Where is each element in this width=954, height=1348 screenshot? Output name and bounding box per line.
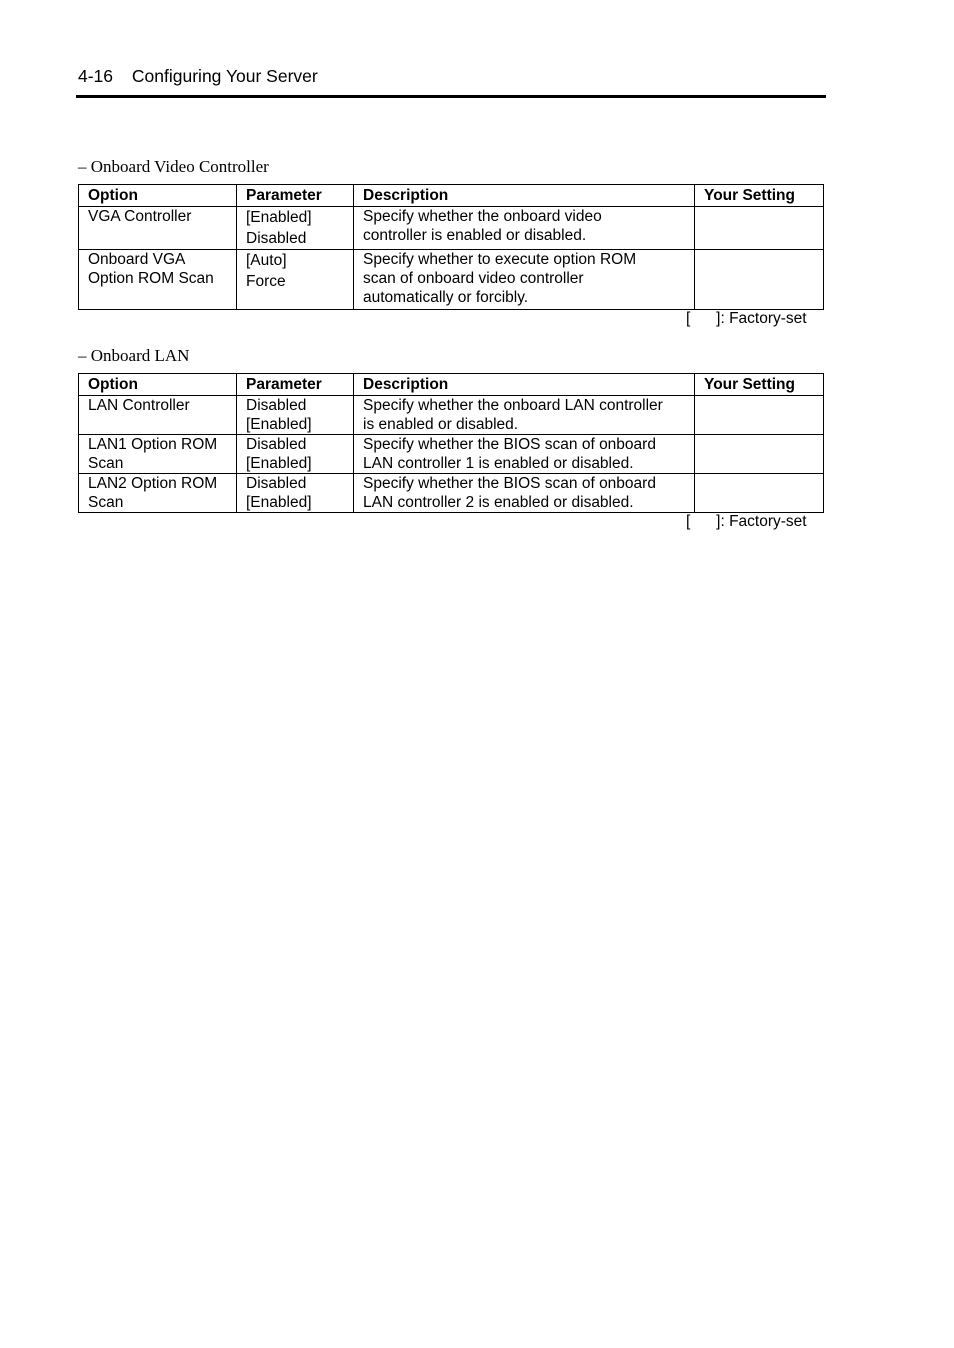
option-cell [79, 207, 237, 250]
parameter-value: [Enabled] [246, 455, 312, 472]
column-header-your-setting: Your Setting [695, 374, 824, 396]
option-name: VGA Controller [88, 208, 192, 225]
table-header-row [79, 374, 824, 396]
description-cell [354, 474, 695, 513]
column-header-parameter: Parameter [237, 374, 354, 396]
chapter-title: Configuring Your Server [131, 66, 318, 86]
description-cell [354, 435, 695, 474]
your-setting-cell[interactable] [695, 250, 824, 310]
description-text: automatically or forcibly. [363, 289, 529, 306]
table-row [79, 474, 824, 513]
parameter-value: Disabled [246, 475, 307, 492]
option-cell [79, 250, 237, 310]
column-header-option: Option [79, 374, 237, 396]
section-title-video: – Onboard Video Controller [78, 157, 269, 176]
description-text: Specify whether the onboard video [363, 208, 602, 225]
option-name: LAN Controller [88, 397, 190, 414]
option-name: Scan [88, 494, 124, 511]
description-cell [354, 396, 695, 435]
header-rule [76, 95, 826, 98]
option-cell [79, 435, 237, 474]
parameter-value: [Enabled] [246, 494, 312, 511]
parameter-value: [Auto] [246, 252, 287, 269]
video-options-table [78, 184, 824, 310]
description-text: is enabled or disabled. [363, 416, 519, 433]
parameter-cell [237, 435, 354, 474]
parameter-value: [Enabled] [246, 416, 312, 433]
option-name: LAN2 Option ROM [88, 475, 218, 492]
option-cell [79, 474, 237, 513]
lan-options-table [78, 373, 824, 513]
parameter-cell [237, 207, 354, 250]
option-cell [79, 396, 237, 435]
description-text: controller is enabled or disabled. [363, 227, 587, 244]
factory-set-note: [ ]: Factory-set [686, 310, 807, 327]
table-row [79, 396, 824, 435]
page-number: 4-16 [78, 66, 114, 86]
parameter-value: Force [246, 273, 286, 290]
your-setting-cell[interactable] [695, 474, 824, 513]
description-text: LAN controller 2 is enabled or disabled. [363, 494, 634, 511]
your-setting-cell[interactable] [695, 396, 824, 435]
column-header-description: Description [354, 374, 695, 396]
table-row [79, 250, 824, 310]
parameter-value: Disabled [246, 230, 307, 247]
column-header-parameter: Parameter [237, 185, 354, 207]
option-name: Option ROM Scan [88, 270, 214, 287]
parameter-value: [Enabled] [246, 209, 312, 226]
page-header [78, 66, 318, 87]
table-header-row [79, 185, 824, 207]
column-header-your-setting: Your Setting [695, 185, 824, 207]
description-cell [354, 207, 695, 250]
option-name: LAN1 Option ROM [88, 436, 218, 453]
description-text: Specify whether the BIOS scan of onboard [363, 475, 656, 492]
column-header-description: Description [354, 185, 695, 207]
option-name: Onboard VGA [88, 251, 186, 268]
parameter-value: Disabled [246, 436, 307, 453]
description-text: LAN controller 1 is enabled or disabled. [363, 455, 634, 472]
factory-set-note: [ ]: Factory-set [686, 513, 807, 530]
parameter-value: Disabled [246, 397, 307, 414]
table-row [79, 207, 824, 250]
option-name: Scan [88, 455, 124, 472]
parameter-cell [237, 250, 354, 310]
description-text: Specify whether the BIOS scan of onboard [363, 436, 656, 453]
section-title-lan: – Onboard LAN [78, 346, 190, 365]
column-header-option: Option [79, 185, 237, 207]
description-cell [354, 250, 695, 310]
your-setting-cell[interactable] [695, 207, 824, 250]
parameter-cell [237, 474, 354, 513]
table-row [79, 435, 824, 474]
your-setting-cell[interactable] [695, 435, 824, 474]
description-text: scan of onboard video controller [363, 270, 584, 287]
description-text: Specify whether to execute option ROM [363, 251, 637, 268]
description-text: Specify whether the onboard LAN controller [363, 397, 663, 414]
parameter-cell [237, 396, 354, 435]
